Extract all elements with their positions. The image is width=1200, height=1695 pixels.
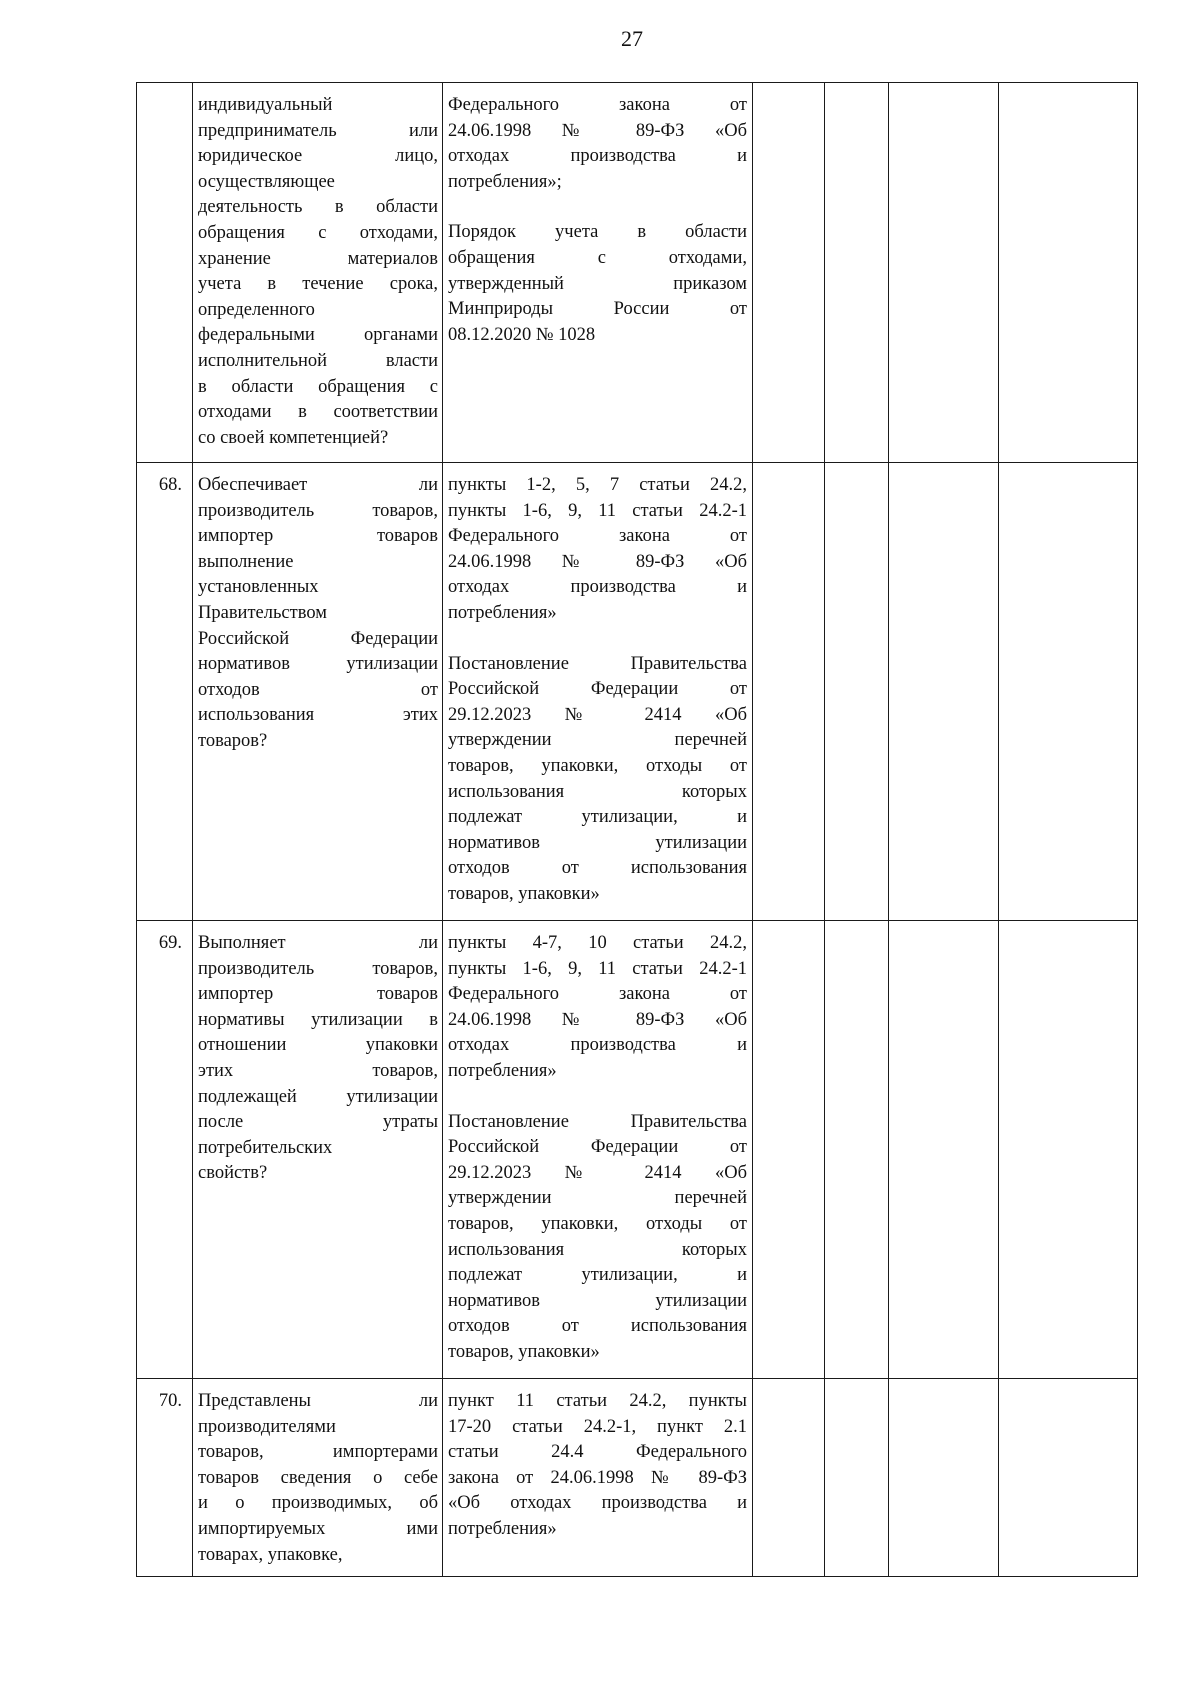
answer-no-cell: [825, 463, 889, 921]
reference-line: «Об отходах производства и: [448, 1493, 747, 1514]
question-cell: [193, 463, 443, 921]
reference-line: пункты 4-7, 10 статьи 24.2,: [448, 933, 747, 953]
reference-line: потребления»: [448, 1060, 557, 1081]
question-line: отношении упаковки: [198, 1035, 438, 1056]
reference-line: нормативов утилизации: [448, 1290, 747, 1311]
reference-cell: [443, 921, 753, 1379]
question-cell: [193, 1379, 443, 1577]
reference-line: 24.06.1998 № 89-ФЗ «Об: [448, 120, 747, 141]
question-line: импортируемых ими: [198, 1518, 438, 1539]
row-number: 69.: [137, 921, 193, 1379]
question-line: нормативы утилизации в: [198, 1009, 438, 1030]
reference-line: 24.06.1998 № 89-ФЗ «Об: [448, 551, 747, 572]
question-cell: [193, 921, 443, 1379]
question-line: использования этих: [198, 705, 438, 726]
reference-line: потребления»: [448, 1518, 557, 1539]
question-line: производитель товаров,: [198, 500, 438, 521]
reference-line: потребления»;: [448, 171, 562, 192]
reference-line: использования которых: [448, 1239, 747, 1260]
question-line: выполнение: [198, 551, 294, 572]
reference-line: Постановление Правительства: [448, 1111, 747, 1132]
reference-cell: [443, 463, 753, 921]
question-line: определенного: [198, 299, 315, 320]
answer-yes-cell: [753, 463, 825, 921]
question-line: исполнительной власти: [198, 350, 438, 371]
question-line: этих товаров,: [198, 1060, 438, 1081]
notes-cell: [999, 1379, 1138, 1577]
answer-yes-cell: [753, 83, 825, 463]
reference-line: отходах производства и: [448, 146, 747, 167]
reference-line: Минприроды России от: [448, 299, 747, 320]
reference-line: потребления»: [448, 602, 557, 623]
reference-paragraph: [448, 93, 747, 195]
notes-cell: [999, 83, 1138, 463]
not-applicable-cell: [889, 83, 999, 463]
question-line: импортер товаров: [198, 984, 438, 1005]
reference-line: отходах производства и: [448, 577, 747, 598]
reference-line: пункты 1-2, 5, 7 статьи 24.2,: [448, 475, 747, 495]
reference-line: товаров, упаковки»: [448, 1341, 600, 1362]
question-cell: [193, 83, 443, 463]
question-line: Обеспечивает ли: [198, 475, 438, 495]
answer-yes-cell: [753, 921, 825, 1379]
reference-cell: [443, 83, 753, 463]
question-line: учета в течение срока,: [198, 274, 438, 295]
answer-no-cell: [825, 1379, 889, 1577]
answer-no-cell: [825, 83, 889, 463]
question-line: производитель товаров,: [198, 958, 438, 979]
notes-cell: [999, 463, 1138, 921]
checklist-table: [136, 82, 1138, 1577]
reference-line: нормативов утилизации: [448, 832, 747, 853]
question-line: со своей компетенцией?: [198, 427, 389, 448]
question-line: юридическое лицо,: [198, 146, 438, 167]
reference-line: утверждении перечней: [448, 730, 747, 751]
reference-line: подлежат утилизации, и: [448, 807, 747, 828]
reference-line: обращения с отходами,: [448, 247, 747, 268]
reference-line: товаров, упаковки, отходы от: [448, 1213, 747, 1234]
question-line: Выполняет ли: [198, 933, 438, 953]
reference-line: утверждении перечней: [448, 1188, 747, 1209]
table-row: [137, 83, 1138, 463]
reference-line: Порядок учета в области: [448, 222, 747, 243]
reference-line: товаров, упаковки, отходы от: [448, 755, 747, 776]
question-line: Представлены ли: [198, 1391, 438, 1411]
reference-line: отходов от использования: [448, 1316, 747, 1337]
question-line: Правительством: [198, 602, 327, 623]
reference-line: подлежат утилизации, и: [448, 1265, 747, 1286]
question-line: товаров, импортерами: [198, 1442, 438, 1463]
question-line: Российской Федерации: [198, 628, 438, 649]
question-line: товаров сведения о себе: [198, 1467, 438, 1488]
answer-yes-cell: [753, 1379, 825, 1577]
question-line: хранение материалов: [198, 248, 438, 269]
reference-line: товаров, упаковки»: [448, 883, 600, 904]
not-applicable-cell: [889, 1379, 999, 1577]
reference-line: Российской Федерации от: [448, 679, 747, 700]
reference-line: отходов от использования: [448, 858, 747, 879]
reference-line: Федерального закона от: [448, 526, 747, 547]
not-applicable-cell: [889, 463, 999, 921]
reference-line: пункт 11 статьи 24.2, пункты: [448, 1391, 747, 1411]
question-line: предприниматель или: [198, 120, 438, 141]
question-line: свойств?: [198, 1163, 268, 1184]
table-row: [137, 1379, 1138, 1577]
notes-cell: [999, 921, 1138, 1379]
reference-line: 17-20 статьи 24.2-1, пункт 2.1: [448, 1416, 747, 1437]
question-line: производителями: [198, 1416, 336, 1437]
reference-line: пункты 1-6, 9, 11 статьи 24.2-1: [448, 500, 747, 521]
reference-line: Российской Федерации от: [448, 1137, 747, 1158]
table-row: [137, 463, 1138, 921]
question-line: товаров?: [198, 730, 268, 751]
question-line: федеральными органами: [198, 325, 438, 346]
question-line: индивидуальный: [198, 95, 333, 115]
question-line: импортер товаров: [198, 526, 438, 547]
reference-line: Федерального закона от: [448, 984, 747, 1005]
question-line: нормативов утилизации: [198, 654, 438, 675]
not-applicable-cell: [889, 921, 999, 1379]
reference-cell: [443, 1379, 753, 1577]
reference-line: 29.12.2023 № 2414 «Об: [448, 1162, 747, 1183]
checklist-body: [137, 83, 1138, 1577]
reference-line: статьи 24.4 Федерального: [448, 1442, 747, 1463]
reference-line: 29.12.2023 № 2414 «Об: [448, 704, 747, 725]
question-line: деятельность в области: [198, 197, 438, 218]
reference-paragraph: [448, 473, 747, 627]
question-line: отходами в соответствии: [198, 402, 438, 423]
reference-paragraph: [448, 220, 747, 348]
row-number: [137, 83, 193, 463]
reference-line: закона от 24.06.1998 № 89-ФЗ: [448, 1467, 747, 1488]
question-line: обращения с отходами,: [198, 222, 438, 243]
table-row: [137, 921, 1138, 1379]
answer-no-cell: [825, 921, 889, 1379]
reference-line: Постановление Правительства: [448, 653, 747, 674]
page-number: 27: [621, 26, 643, 51]
row-number: 68.: [137, 463, 193, 921]
reference-line: отходах производства и: [448, 1035, 747, 1056]
reference-line: утвержденный приказом: [448, 273, 747, 294]
reference-line: пункты 1-6, 9, 11 статьи 24.2-1: [448, 958, 747, 979]
question-line: подлежащей утилизации: [198, 1086, 438, 1107]
reference-paragraph: [448, 1110, 747, 1366]
reference-paragraph: [448, 652, 747, 908]
reference-paragraph: [448, 1389, 747, 1543]
reference-line: Федерального закона от: [448, 95, 747, 115]
question-line: потребительских: [198, 1137, 333, 1158]
reference-paragraph: [448, 931, 747, 1085]
question-line: после утраты: [198, 1112, 438, 1133]
question-line: осуществляющее: [198, 171, 335, 192]
reference-line: использования которых: [448, 781, 747, 802]
question-line: и о производимых, об: [198, 1493, 438, 1514]
reference-line: 08.12.2020 № 1028: [448, 324, 596, 345]
question-line: установленных: [198, 577, 319, 598]
reference-line: 24.06.1998 № 89-ФЗ «Об: [448, 1009, 747, 1030]
row-number: 70.: [137, 1379, 193, 1577]
question-line: товарах, упаковке,: [198, 1544, 343, 1565]
question-line: отходов от: [198, 679, 438, 700]
question-line: в области обращения с: [198, 376, 438, 397]
